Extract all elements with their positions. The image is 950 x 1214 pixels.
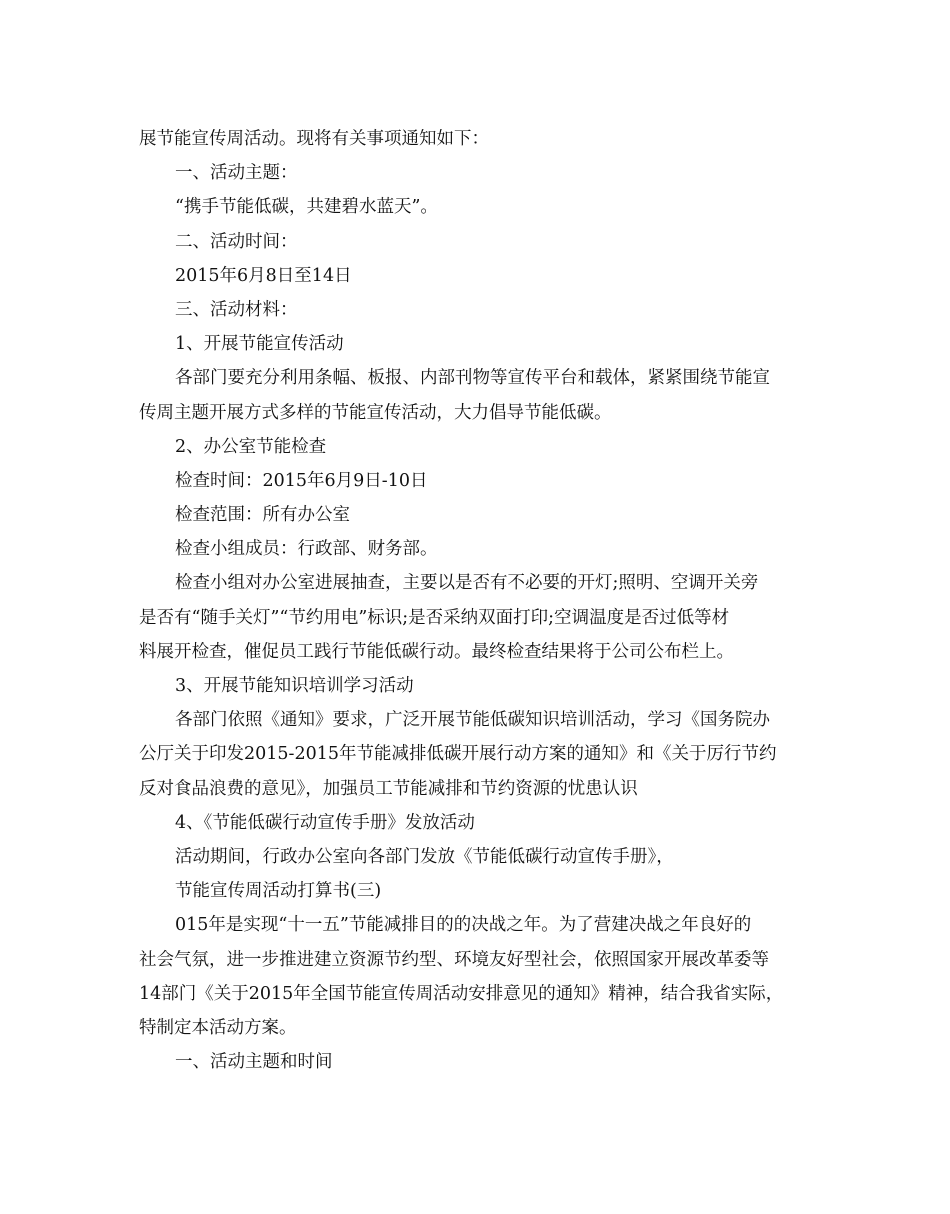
text-line: 2015年6月8日至14日	[175, 265, 352, 286]
text-line: 015年是实现“十一五”节能减排目的的决战之年。为了营建决战之年良好的	[175, 915, 752, 936]
text-line: 3、开展节能知识培训学习活动	[175, 676, 414, 696]
text-line: “携手节能低碳，共建碧水蓝天”。	[175, 197, 438, 218]
text-line: 三、活动材料：	[175, 299, 298, 320]
text-line: 是否有“随手关灯”“节约用电”标识;是否采纳双面打印;空调温度是否过低等材	[139, 607, 730, 628]
text-line: 一、活动主题：	[175, 163, 298, 184]
text-line: 二、活动时间：	[175, 231, 298, 252]
text-line: 反对食品浪费的意见》，加强员工节能减排和节约资源的忧患认识	[139, 778, 638, 799]
text-line: 展节能宣传周活动。现将有关事项通知如下：	[139, 129, 489, 149]
document-body	[139, 122, 819, 1079]
text-line: 节能宣传周活动打算书(三)	[175, 881, 382, 902]
text-line: 4、《节能低碳行动宣传手册》发放活动	[175, 812, 475, 833]
text-line: 活动期间，行政办公室向各部门发放《节能低碳行动宣传手册》，	[175, 846, 674, 867]
text-line: 特制定本活动方案。	[139, 1017, 297, 1038]
text-line: 传周主题开展方式多样的节能宣传活动，大力倡导节能低碳。	[139, 402, 612, 423]
text-line: 公厅关于印发2015-2015年节能减排低碳开展行动方案的通知》和《关于厉行节约	[139, 744, 777, 765]
text-line: 检查时间：2015年6月9日-10日	[175, 470, 428, 491]
text-line: 2、办公室节能检查	[175, 436, 327, 457]
text-line: 一、活动主题和时间	[175, 1052, 333, 1073]
text-line: 各部门要充分利用条幅、板报、内部刊物等宣传平台和载体，紧紧围绕节能宣	[175, 368, 770, 389]
text-line: 1、开展节能宣传活动	[175, 334, 344, 355]
text-line: 料展开检查，催促员工践行节能低碳行动。最终检查结果将于公司公布栏上。	[139, 641, 734, 662]
text-line: 各部门依照《通知》要求，广泛开展节能低碳知识培训活动，学习《国务院办	[175, 710, 770, 731]
text-line: 检查小组成员：行政部、财务部。	[175, 539, 438, 560]
text-line: 14部门《关于2015年全国节能宣传周活动安排意见的通知》精神，结合我省实际，	[139, 983, 784, 1004]
text-line: 社会气氛，进一步推进建立资源节约型、环境友好型社会，依照国家开展改革委等	[139, 949, 769, 970]
text-line: 检查小组对办公室进展抽查，主要以是否有不必要的开灯;照明、空调开关旁	[175, 573, 759, 594]
text-line: 检查范围：所有办公室	[175, 505, 350, 526]
